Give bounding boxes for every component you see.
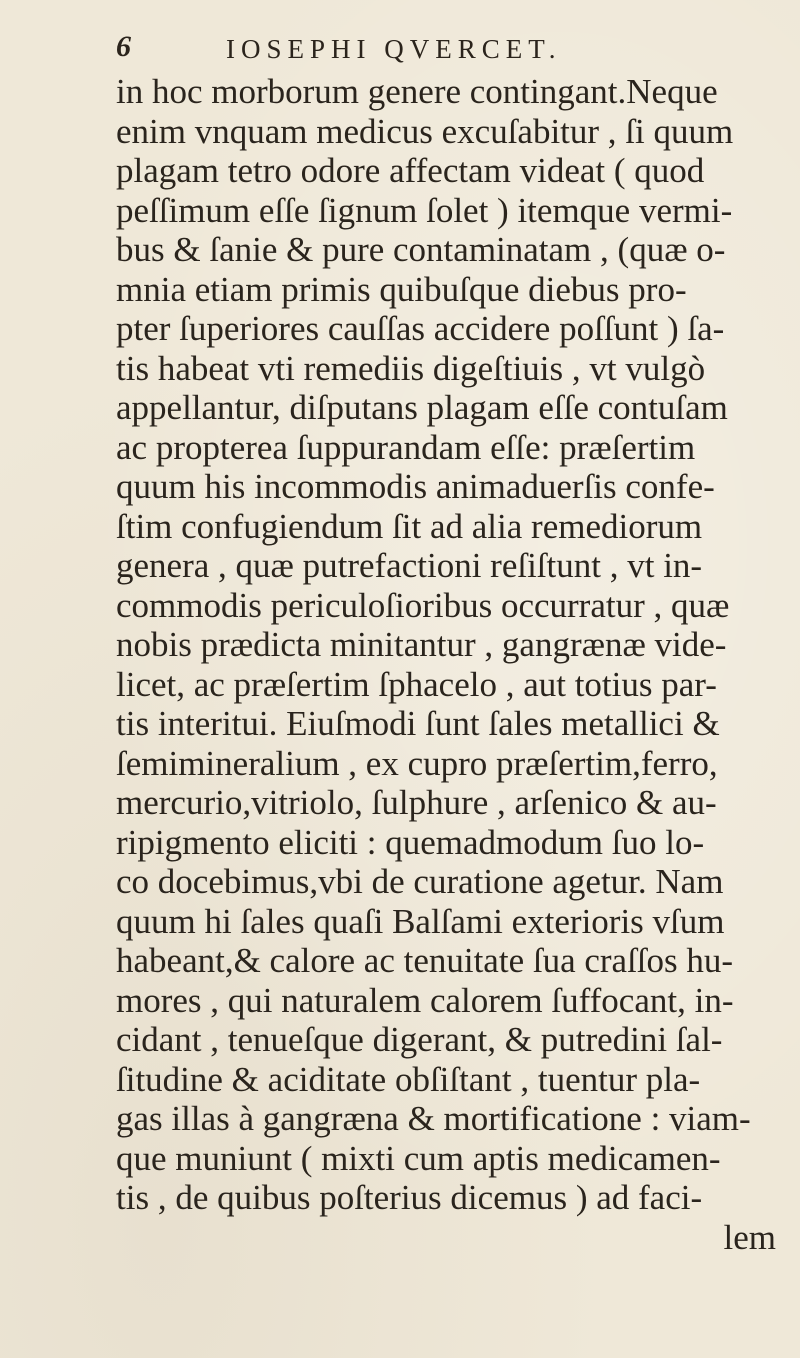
text-line: ſitudine & aciditate obſiſtant , tuentur pla- — [116, 1059, 701, 1099]
text-line: commodis periculoſioribus occurratur , quæ — [116, 585, 730, 625]
text-line: quum his incommodis animaduerſis confe- — [116, 467, 715, 506]
text-line: quum hi ſales quaſi Balſami exterioris vſum — [116, 901, 725, 941]
page-number: 6 — [116, 30, 131, 63]
catchword: lem — [723, 1217, 776, 1257]
text-line: tis interitui. Eiuſmodi ſunt ſales metallici & — [116, 704, 720, 743]
text-line: ripigmento eliciti : quemadmodum ſuo lo- — [116, 822, 705, 862]
text-line: mercurio,vitriolo, ſulphure , arſenico & au- — [116, 783, 717, 822]
text-line: genera , quæ putrefactioni reſiſtunt , vt in- — [116, 546, 703, 585]
text-line: que muniunt ( mixti cum aptis medicamen- — [116, 1138, 721, 1178]
text-line: ſtim confugiendum ſit ad alia remediorum — [116, 506, 703, 546]
text-line: ac propterea ſuppurandam eſſe: præſertim — [116, 427, 696, 467]
running-head: IOSEPHI QVERCET. — [226, 34, 562, 64]
text-line: pter ſuperiores cauſſas accidere poſſunt ) ſa- — [116, 309, 725, 348]
text-line: tis habeat vti remediis digeſtiuis , vt vulgò — [116, 348, 706, 388]
text-line: peſſimum eſſe ſignum ſolet ) itemque vermi- — [116, 190, 733, 230]
text-line: cidant , tenueſque digerant, & putredini ſal- — [116, 1020, 723, 1059]
text-line: gas illas à gangræna & mortificatione : viam- — [116, 1099, 751, 1138]
text-line: in hoc morborum genere contingant.Neque — [116, 72, 718, 111]
text-line: bus & ſanie & pure contaminatam , (quæ o- — [116, 230, 726, 269]
text-line: plagam tetro odore affectam videat ( quod — [116, 151, 705, 190]
text-line: tis , de quibus poſterius dicemus ) ad faci- — [116, 1178, 703, 1217]
text-line: mnia etiam primis quibuſque diebus pro- — [116, 269, 687, 309]
text-line: habeant,& calore ac tenuitate ſua craſſos hu- — [116, 941, 734, 980]
page-header — [116, 30, 716, 70]
text-line: licet, ac præſertim ſphacelo , aut totius par- — [116, 664, 717, 704]
text-line: mores , qui naturalem calorem ſuffocant, in- — [116, 980, 734, 1020]
text-line: ſemimineralium , ex cupro præſertim,ferro, — [116, 743, 718, 783]
body-text — [116, 72, 800, 1257]
text-line: enim vnquam medicus excuſabitur , ſi quum — [116, 111, 734, 151]
text-line: nobis prædicta minitantur , gangrænæ vide- — [116, 625, 727, 664]
text-line: appellantur, diſputans plagam eſſe contuſam — [116, 388, 728, 427]
text-line: co docebimus,vbi de curatione agetur. Nam — [116, 862, 724, 901]
